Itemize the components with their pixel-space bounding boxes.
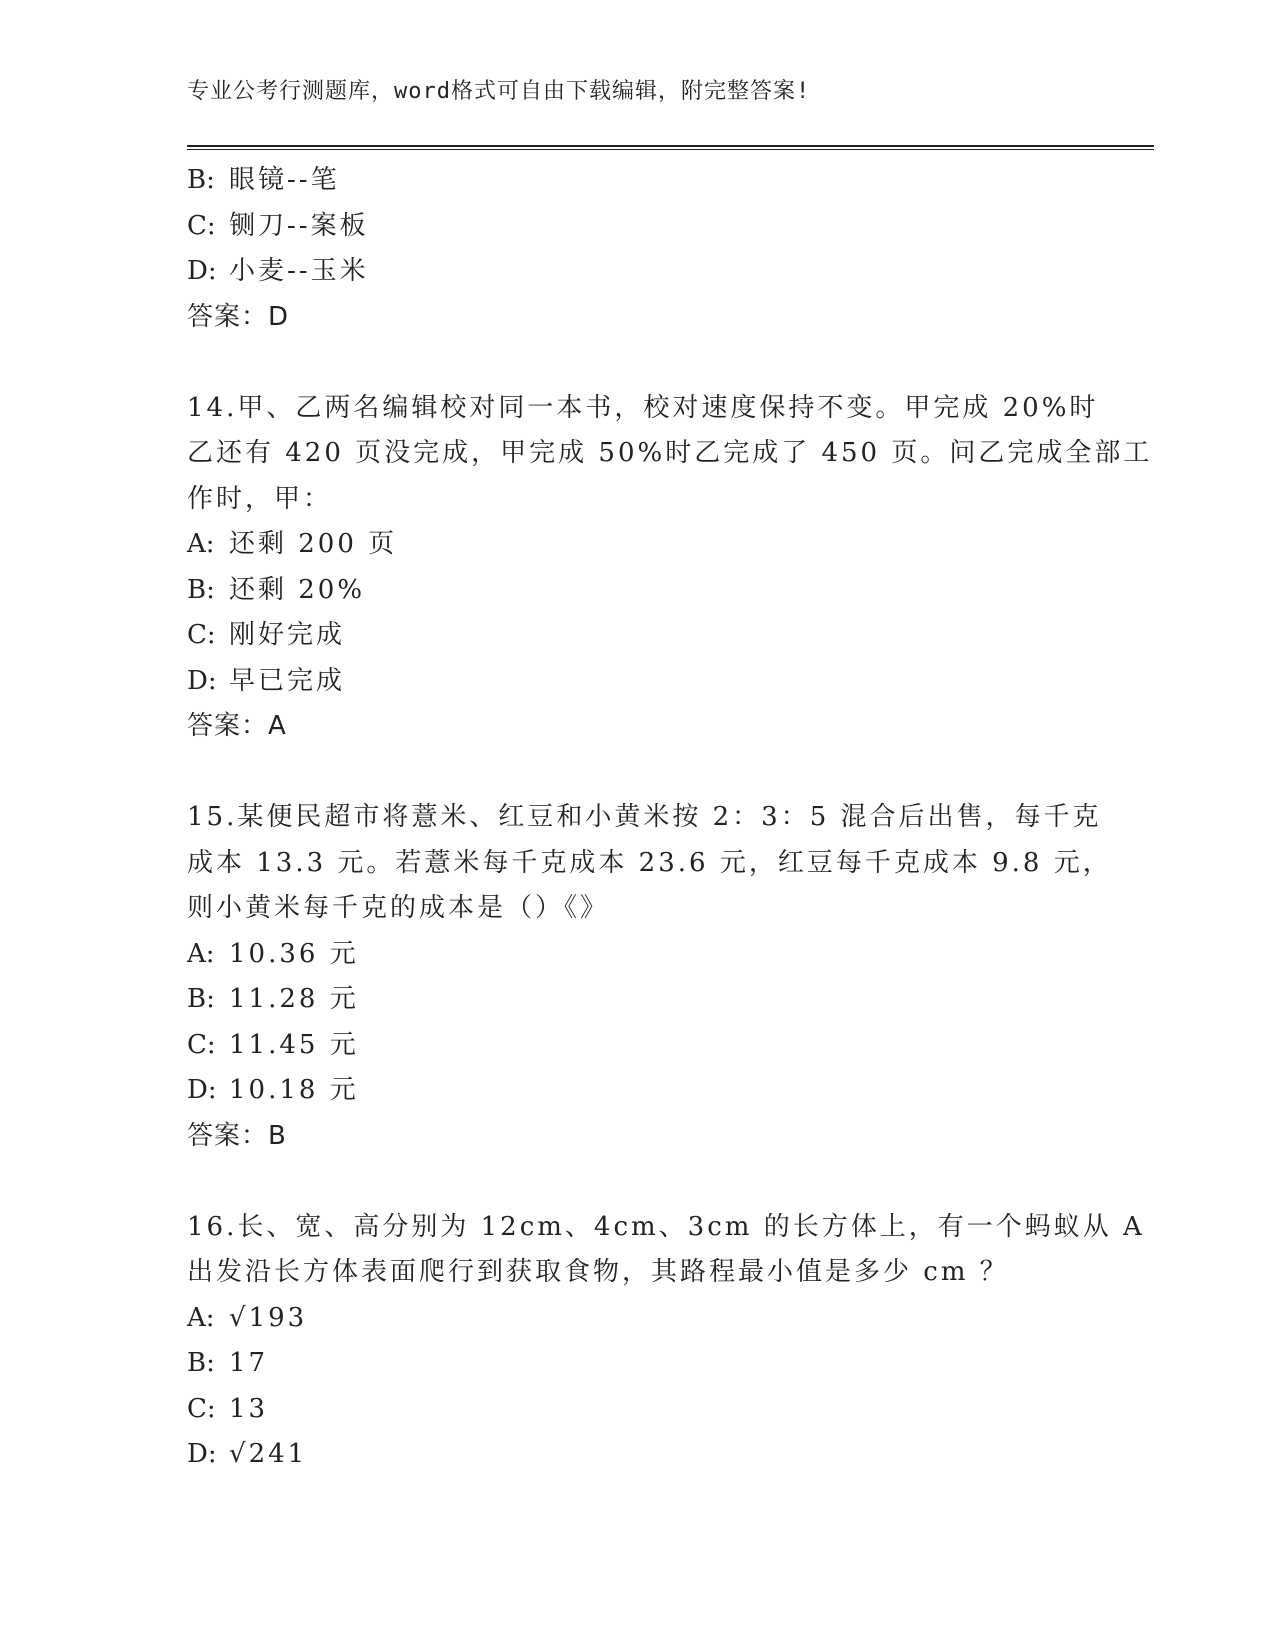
option-text: 11.28 元	[229, 984, 359, 1014]
question-stem-line: 则小黄米每千克的成本是（）《》	[187, 893, 610, 923]
option-c	[187, 1387, 1087, 1433]
option-label: C:	[187, 620, 216, 650]
option-label: C:	[187, 1029, 216, 1060]
option-label: C:	[187, 210, 216, 241]
option-text: 早已完成	[229, 665, 346, 696]
option-text: 13	[229, 1393, 269, 1424]
answer-line: 答案：B	[187, 1120, 287, 1151]
question-stem-line: 16.长、宽、高分别为 12cm、4cm、3cm 的长方体上，有一个蚂蚁从 A	[187, 1211, 1145, 1242]
spacer	[187, 750, 1087, 796]
question-stem-line: 作时，甲：	[187, 483, 333, 514]
option-label: B:	[187, 574, 215, 605]
option-a	[187, 932, 1087, 978]
option-text: 铡刀--案板	[229, 210, 369, 241]
question-stem-line: 14.甲、乙两名编辑校对同一本书，校对速度保持不变。甲完成 20%时	[187, 392, 1099, 423]
option-c	[187, 1023, 1087, 1069]
question-stem-line: 15.某便民超市将薏米、红豆和小黄米按 2：3：5 混合后出售，每千克	[187, 802, 1102, 832]
question-13-options	[187, 158, 1087, 340]
option-label: D:	[187, 1075, 217, 1105]
option-label: B:	[187, 984, 215, 1014]
option-text: 10.36 元	[229, 938, 359, 969]
option-text: 小麦--玉米	[229, 256, 369, 286]
option-d	[187, 659, 1087, 705]
option-label: D:	[187, 665, 217, 696]
question-14	[187, 386, 1153, 750]
option-label: C:	[187, 1393, 216, 1424]
option-text: √241	[229, 1439, 308, 1469]
option-label: A:	[187, 1302, 215, 1333]
question-stem-line: 出发沿长方体表面爬行到获取食物，其路程最小值是多少 cm ？	[187, 1257, 1009, 1287]
option-label: B:	[187, 1348, 215, 1378]
question-stem-line: 成本 13.3 元。若薏米每千克成本 23.6 元，红豆每千克成本 9.8 元，	[187, 847, 1112, 878]
option-label: A:	[187, 529, 215, 559]
option-text: 还剩 200 页	[229, 529, 398, 559]
option-label: A:	[187, 938, 215, 969]
option-a	[187, 1296, 1087, 1342]
option-d	[187, 1068, 1087, 1114]
question-16	[187, 1205, 1145, 1478]
page-header: 专业公考行测题库，word格式可自由下载编辑，附完整答案!	[187, 79, 811, 104]
option-text: 11.45 元	[229, 1029, 359, 1060]
option-label: B:	[187, 165, 215, 195]
option-b	[187, 158, 1087, 204]
answer-line: 答案：A	[187, 711, 287, 741]
spacer	[187, 1159, 1087, 1205]
option-text: 10.18 元	[229, 1075, 359, 1105]
option-text: 17	[229, 1348, 269, 1378]
option-c	[187, 613, 1087, 659]
answer-line: 答案：D	[187, 301, 290, 332]
question-content	[187, 158, 1153, 1478]
option-text: √193	[229, 1302, 308, 1333]
option-b	[187, 977, 1087, 1023]
option-b	[187, 1341, 1087, 1387]
option-text: 刚好完成	[229, 620, 346, 650]
option-c	[187, 204, 1087, 250]
question-stem-line: 乙还有 420 页没完成，甲完成 50%时乙完成了 450 页。问乙完成全部工	[187, 438, 1153, 468]
option-b	[187, 568, 1087, 614]
option-text: 眼镜--笔	[229, 165, 340, 195]
spacer	[187, 340, 1087, 386]
question-15	[187, 795, 1112, 1159]
header-divider	[187, 145, 1154, 150]
option-label: D:	[187, 256, 217, 286]
option-a	[187, 522, 1087, 568]
option-d	[187, 249, 1087, 295]
option-label: D:	[187, 1439, 217, 1469]
option-d	[187, 1432, 1087, 1478]
option-text: 还剩 20%	[229, 574, 366, 605]
